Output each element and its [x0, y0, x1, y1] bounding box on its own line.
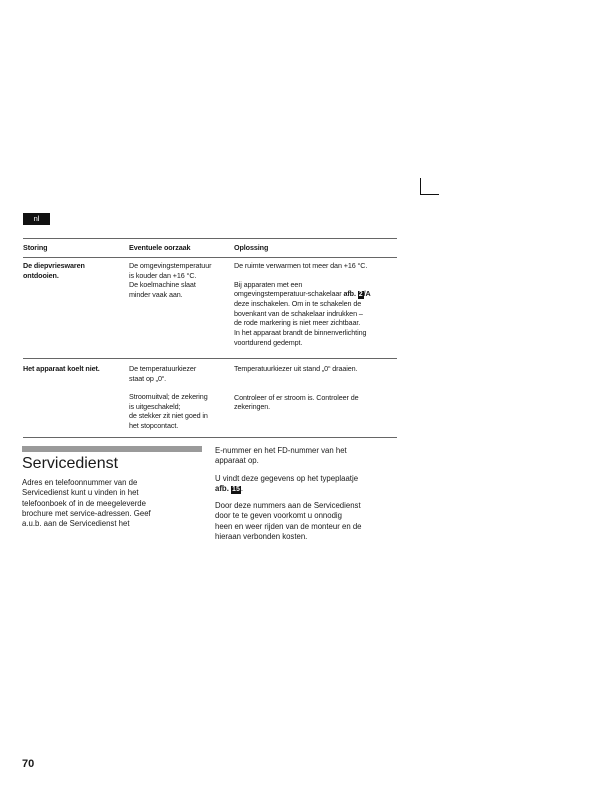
- row1-cause-line: minder vaak aan.: [129, 289, 183, 299]
- row1-solution-line: voortdurend gedempt.: [234, 337, 303, 347]
- crop-corner-mark: [420, 178, 439, 195]
- row1-cause-line: De omgevingstemperatuur: [129, 261, 212, 270]
- row2-cause: [129, 364, 227, 431]
- table-top-rule: [23, 238, 397, 239]
- row1-problem-line: De diepvrieswaren: [23, 261, 85, 270]
- paragraph-line: U vindt deze gegevens op het typeplaatje: [215, 473, 359, 483]
- punctuation: .: [240, 483, 244, 493]
- row2-cause-line: het stopcontact.: [129, 420, 179, 430]
- paragraph-line: heen en weer rijden van de monteur en de: [215, 521, 362, 531]
- row1-cause-line: is kouder dan +16 °C.: [129, 270, 197, 280]
- header-oorzaak: Eventuele oorzaak: [129, 243, 191, 252]
- row1-solution: [234, 261, 397, 347]
- row1-problem-line: ontdooien.: [23, 270, 59, 280]
- paragraph-line: door te te geven voorkomt u onnodig: [215, 511, 343, 521]
- figure-ref-label: afb.: [343, 289, 356, 299]
- section-title: Servicedienst: [22, 455, 119, 472]
- row1-solution-line: De ruimte verwarmen tot meer dan +16 °C.: [234, 261, 368, 270]
- row1-solution-line: de rode markering is niet meer zichtbaar.: [234, 318, 361, 328]
- header-rule: [23, 257, 397, 258]
- row-rule: [23, 358, 397, 359]
- row2-cause-line: is uitgeschakeld;: [129, 401, 181, 411]
- row2-problem: Het apparaat koelt niet.: [23, 364, 100, 373]
- service-right-column: [215, 446, 400, 549]
- row1-solution-line: deze inschakelen. Om in te schakelen de: [234, 299, 362, 309]
- paragraph-line: apparaat op.: [215, 456, 259, 466]
- header-storing: Storing: [23, 243, 48, 252]
- service-left-paragraph: [22, 478, 207, 529]
- page-number: 70: [22, 758, 35, 770]
- paragraph-line: a.u.b. aan de Servicedienst het: [22, 519, 130, 529]
- table-bottom-rule: [23, 437, 397, 438]
- row2-cause-line: de stekker zit niet goed in: [129, 411, 208, 421]
- paragraph-line: brochure met service-adressen. Geef: [22, 508, 151, 518]
- right-paragraph-3: [215, 501, 400, 542]
- section-heading-bar: [22, 446, 202, 452]
- figure-ref-suffix: /A: [363, 289, 371, 299]
- row2-solution-line: Controleer of er stroom is. Controleer de: [234, 392, 359, 402]
- row1-cause-line: De koelmachine slaat: [129, 280, 196, 290]
- row2-solution-line: zekeringen.: [234, 402, 271, 412]
- paragraph-line: Servicedienst kunt u vinden in het: [22, 488, 139, 498]
- row1-solution-line: bovenkant van de schakelaar indrukken –: [234, 308, 363, 318]
- paragraph-line: E-nummer en het FD-nummer van het: [215, 446, 347, 455]
- language-badge: nl: [23, 213, 50, 225]
- paragraph-line: telefoonboek of in de meegeleverde: [22, 498, 146, 508]
- row2-solution: [234, 364, 397, 412]
- row1-solution-line: Bij apparaten met een: [234, 279, 303, 289]
- row2-cause-line: Stroomuitval; de zekering: [129, 392, 208, 402]
- row1-solution-line: [234, 289, 397, 299]
- row2-cause-line: De temperatuurkiezer: [129, 364, 197, 373]
- solution-text: omgevingstemperatuur-schakelaar: [234, 289, 342, 299]
- row2-solution-line: Temperatuurkiezer uit stand „0“ draaien.: [234, 364, 358, 373]
- paragraph-line: Adres en telefoonnummer van de: [22, 478, 138, 487]
- row1-problem: [23, 261, 119, 280]
- paragraph-line: Door deze nummers aan de Servicedienst: [215, 501, 361, 511]
- row1-solution-line: In het apparaat brandt de binnenverlichting: [234, 327, 367, 337]
- row2-cause-line: staat op „0“.: [129, 373, 167, 383]
- row1-cause: [129, 261, 227, 299]
- right-paragraph-2: [215, 474, 400, 495]
- paragraph-line: hieraan verbonden kosten.: [215, 532, 308, 542]
- figure-number-badge: 2: [358, 291, 363, 299]
- figure-ref-label: afb.: [215, 483, 229, 493]
- figure-number-badge: 15: [232, 485, 240, 493]
- header-oplossing: Oplossing: [234, 243, 269, 252]
- right-paragraph-1: [215, 446, 400, 467]
